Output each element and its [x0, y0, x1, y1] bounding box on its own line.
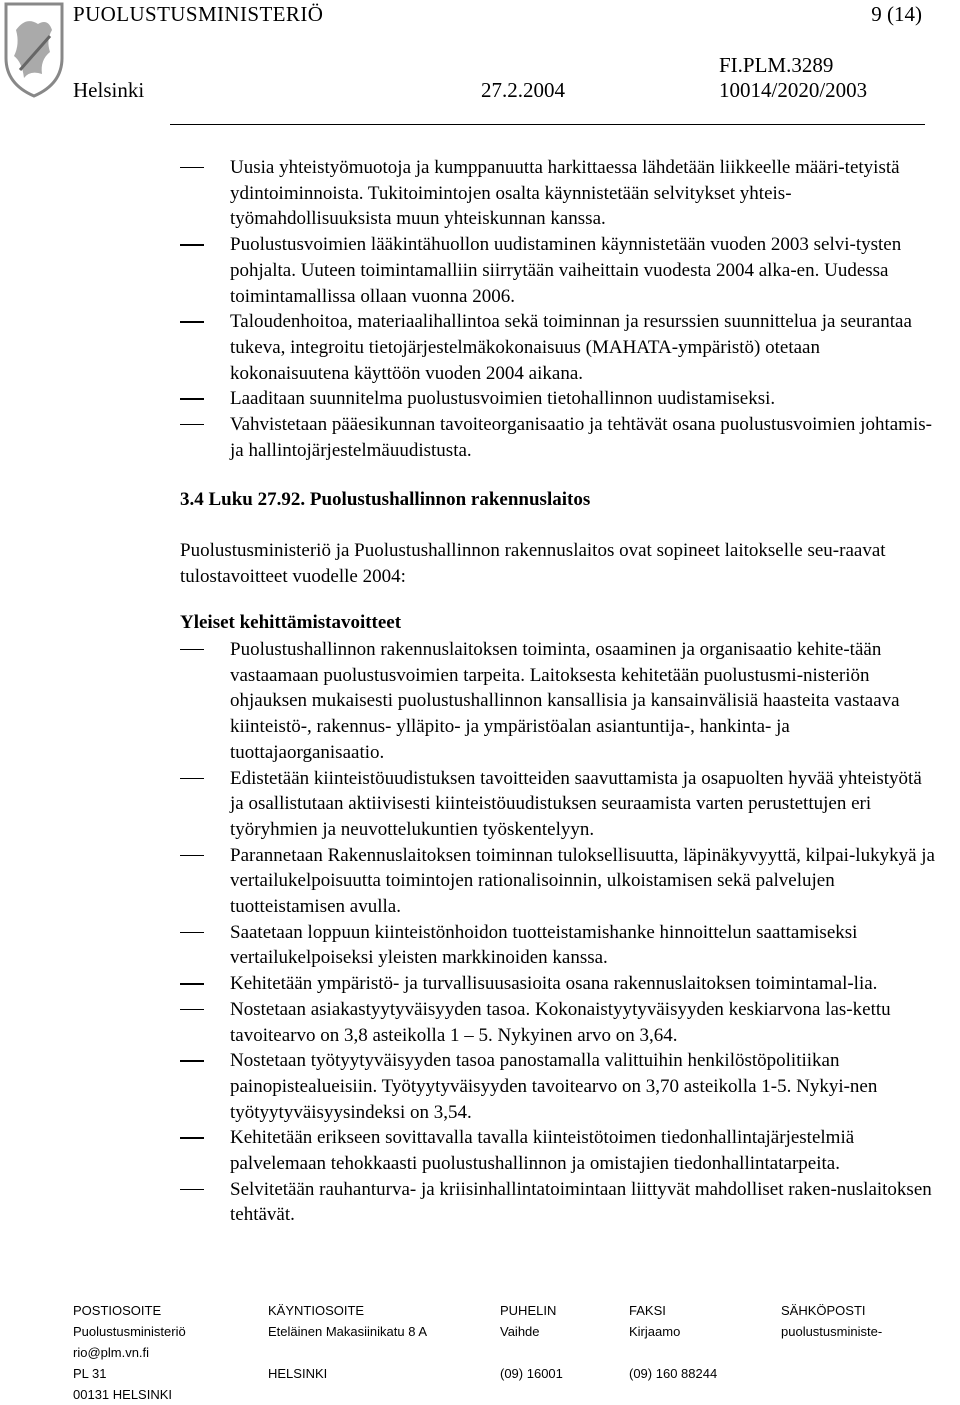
subheading: Yleiset kehittämistavoitteet [180, 612, 402, 633]
footer-email: SÄHKÖPOSTI puolustusministe- [781, 1303, 883, 1339]
dash-icon [180, 244, 204, 245]
list-item: Nostetaan asiakastyytyväisyyden tasoa. Kokonaistyytyväisyyden keskiarvona las-kettu tavoitearvo on 3,8 asteikolla 1 – 5. Nykyinen arvo on 3,64. [180, 997, 940, 1048]
coat-of-arms-lion-icon [0, 0, 68, 100]
list-item: Uusia yhteistyömuotoja ja kumppanuutta harkittaessa lähdetään liikkeelle määri-tetyistä ydintoiminnoista. Tukitoimintojen osalta käynnistetään selvitykset yhteis-työmahdollisuuksista muun yhteiskunnan kanssa. [180, 155, 940, 232]
footer-postal-address: POSTIOSOITE Puolustusministeriö rio@plm.vn.fi PL 31 00131 HELSINKI [73, 1303, 186, 1402]
document-date: 27.2.2004 [481, 78, 565, 102]
dash-icon [180, 321, 204, 322]
dash-icon [180, 778, 204, 779]
dash-icon [180, 983, 204, 984]
intro-paragraph: Puolustusministeriö ja Puolustushallinnon rakennuslaitos ovat sopineet laitokselle seu-raavat tulostavoitteet vuodelle 2004: [180, 540, 886, 587]
reference-code: FI.PLM.3289 [719, 53, 834, 77]
dash-icon [180, 855, 204, 856]
dash-icon [180, 649, 204, 650]
list-item: Selvitetään rauhanturva- ja kriisinhallintatoimintaan liittyvät mahdolliset raken-nuslaitoksen tehtävät. [180, 1177, 940, 1228]
footer-visiting-address: KÄYNTIOSOITE Eteläinen Makasiinikatu 8 A HELSINKI [268, 1303, 427, 1381]
list-item: Laaditaan suunnitelma puolustusvoimien tietohallinnon uudistamiseksi. [180, 386, 940, 412]
dash-icon [180, 424, 204, 425]
list-item: Puolustusvoimien lääkintähuollon uudistaminen käynnistetään vuoden 2003 selvi-tysten pohjalta. Uuteen toimintamalliin siirrytään vaiheittain vuodesta 2004 alka-en. Uudessa toimintamallissa ollaan vuonna 2006. [180, 232, 940, 309]
dash-icon [180, 167, 204, 168]
goal-bullet-list [180, 637, 940, 1228]
section-heading: 3.4 Luku 27.92. Puolustushallinnon rakennuslaitos [180, 489, 591, 510]
list-item: Taloudenhoitoa, materiaalihallintoa sekä toiminnan ja resurssien suunnittelua ja seurantaa tukeva, integroitu tietojärjestelmäkokonaisuus (MAHATA-ympäristö) otetaan kokonaisuutena käyttöön vuoden 2004 aikana. [180, 309, 940, 386]
top-bullet-list [180, 155, 940, 463]
dash-icon [180, 1137, 204, 1138]
list-item: Parannetaan Rakennuslaitoksen toiminnan tuloksellisuutta, läpinäkyvyyttä, kilpai-lukykyä ja vertailukelpoisuutta toimintojen rationalisoinnin, ulkoistamisen sekä palvelujen tuotteistamisen avulla. [180, 843, 940, 920]
document-number: 10014/2020/2003 [719, 78, 868, 102]
dash-icon [180, 1009, 204, 1010]
city: Helsinki [73, 78, 145, 102]
list-item: Edistetään kiinteistöuudistuksen tavoitteiden saavuttamista ja osapuolten hyvää yhteistyötä ja osallistutaan aktiivisesti kiinteistöuudistuksen seuraamista varten perustettujen eri työryhmien ja neuvottelukuntien työskentelyyn. [180, 766, 940, 843]
list-item: Kehitetään ympäristö- ja turvallisuusasioita osana rakennuslaitoksen toimintamal-lia. [180, 971, 940, 997]
dash-icon [180, 1060, 204, 1061]
list-item: Puolustushallinnon rakennuslaitoksen toiminta, osaaminen ja organisaatio kehite-tään vastaamaan puolustusvoimien tarpeita. Laitoksesta kehitetään puolustusmi-nisteriön ohjauksen mukaisesti puolustushallinnon kansallisia ja kansainvälisiä haasteita vastaava kiinteistö-, rakennus- ylläpito- ja ympäristöalan asiantuntija-, hankinta- ja tuottajaorganisaatio. [180, 637, 940, 766]
list-item: Kehitetään erikseen sovittavalla tavalla kiinteistötoimen tiedonhallintajärjestelmiä palvelemaan tehokkaasti puolustushallinnon ja omistajien tiedonhallintatarpeita. [180, 1125, 940, 1176]
page-number: 9 (14) [871, 2, 922, 26]
footer-phone: PUHELIN Vaihde (09) 16001 [500, 1303, 563, 1381]
list-item: Saatetaan loppuun kiinteistönhoidon tuotteistamishanke hinnoittelun saattamiseksi vertailukelpoiseksi yleisten markkinoiden kanssa. [180, 920, 940, 971]
list-item: Nostetaan työtyytyväisyyden tasoa panostamalla valittuihin henkilöstöpolitiikan painopistealueisiin. Työtyytyväisyyden tavoitearvo on 3,70 asteikolla 1-5. Nykyi-nen työtyytyväisyysindeksi on 3,54. [180, 1048, 940, 1125]
dash-icon [180, 1189, 204, 1190]
dash-icon [180, 398, 204, 399]
dash-icon [180, 932, 204, 933]
footer-fax: FAKSI Kirjaamo (09) 160 88244 [629, 1303, 718, 1381]
header-divider [170, 124, 925, 125]
list-item: Vahvistetaan pääesikunnan tavoiteorganisaatio ja tehtävät osana puolustusvoimien johtamis- ja hallintojärjestelmäuudistusta. [180, 412, 940, 463]
organization-name: PUOLUSTUSMINISTERIÖ [73, 2, 324, 26]
